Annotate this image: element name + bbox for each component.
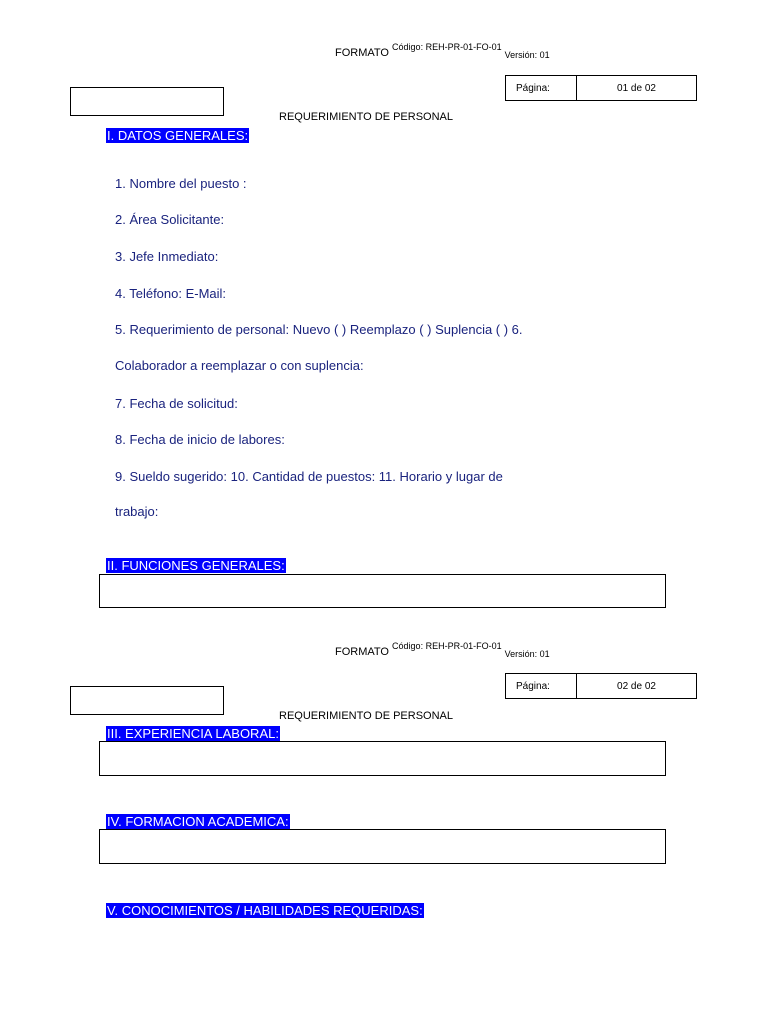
section-heading-datos-generales: I. DATOS GENERALES:	[107, 128, 249, 143]
format-header	[335, 42, 550, 60]
section-heading-formacion-academica: IV. FORMACION ACADEMICA:	[107, 814, 289, 829]
page-number-label: Página:	[506, 76, 577, 100]
logo-placeholder-page-2	[70, 686, 224, 715]
field-jefe-inmediato: 3. Jefe Inmediato:	[115, 249, 219, 264]
field-trabajo: trabajo:	[115, 504, 159, 519]
experiencia-laboral-box[interactable]	[99, 741, 666, 776]
field-area-solicitante: 2. Área Solicitante:	[115, 212, 225, 227]
page-number-value: 01 de 02	[617, 82, 656, 94]
page-number-box	[505, 75, 697, 101]
field-sueldo-cantidad-horario: 9. Sueldo sugerido: 10. Cantidad de puestos: 11. Horario y lugar de	[115, 469, 503, 484]
logo-placeholder	[70, 87, 224, 116]
document-title: REQUERIMIENTO DE PERSONAL	[279, 111, 453, 123]
format-label: FORMATO	[335, 47, 389, 59]
section-heading-funciones-generales: II. FUNCIONES GENERALES:	[107, 558, 285, 573]
field-nombre-puesto: 1. Nombre del puesto :	[115, 176, 247, 191]
field-requerimiento: 5. Requerimiento de personal: Nuevo ( ) Reemplazo ( ) Suplencia ( ) 6.	[115, 322, 523, 337]
format-header-page-2	[335, 641, 550, 659]
format-version: Versión: 01	[504, 50, 550, 60]
page-number-value: 02 de 02	[617, 680, 656, 692]
format-code: Código: REH-PR-01-FO-01	[392, 42, 502, 52]
format-label: FORMATO	[335, 646, 389, 658]
section-heading-experiencia-laboral: III. EXPERIENCIA LABORAL:	[107, 726, 279, 741]
document-title-page-2: REQUERIMIENTO DE PERSONAL	[279, 710, 453, 722]
formacion-academica-box[interactable]	[99, 829, 666, 864]
field-fecha-inicio: 8. Fecha de inicio de labores:	[115, 432, 285, 447]
field-telefono-email: 4. Teléfono: E-Mail:	[115, 286, 227, 301]
format-code: Código: REH-PR-01-FO-01	[392, 641, 502, 651]
page-number-label: Página:	[506, 674, 577, 698]
field-colaborador: Colaborador a reemplazar o con suplencia:	[115, 358, 364, 373]
format-version: Versión: 01	[504, 649, 550, 659]
page-number-box-page-2	[505, 673, 697, 699]
section-heading-conocimientos-habilidades: V. CONOCIMIENTOS / HABILIDADES REQUERIDAS:	[107, 903, 423, 918]
field-fecha-solicitud: 7. Fecha de solicitud:	[115, 396, 238, 411]
funciones-generales-box[interactable]	[99, 574, 666, 608]
